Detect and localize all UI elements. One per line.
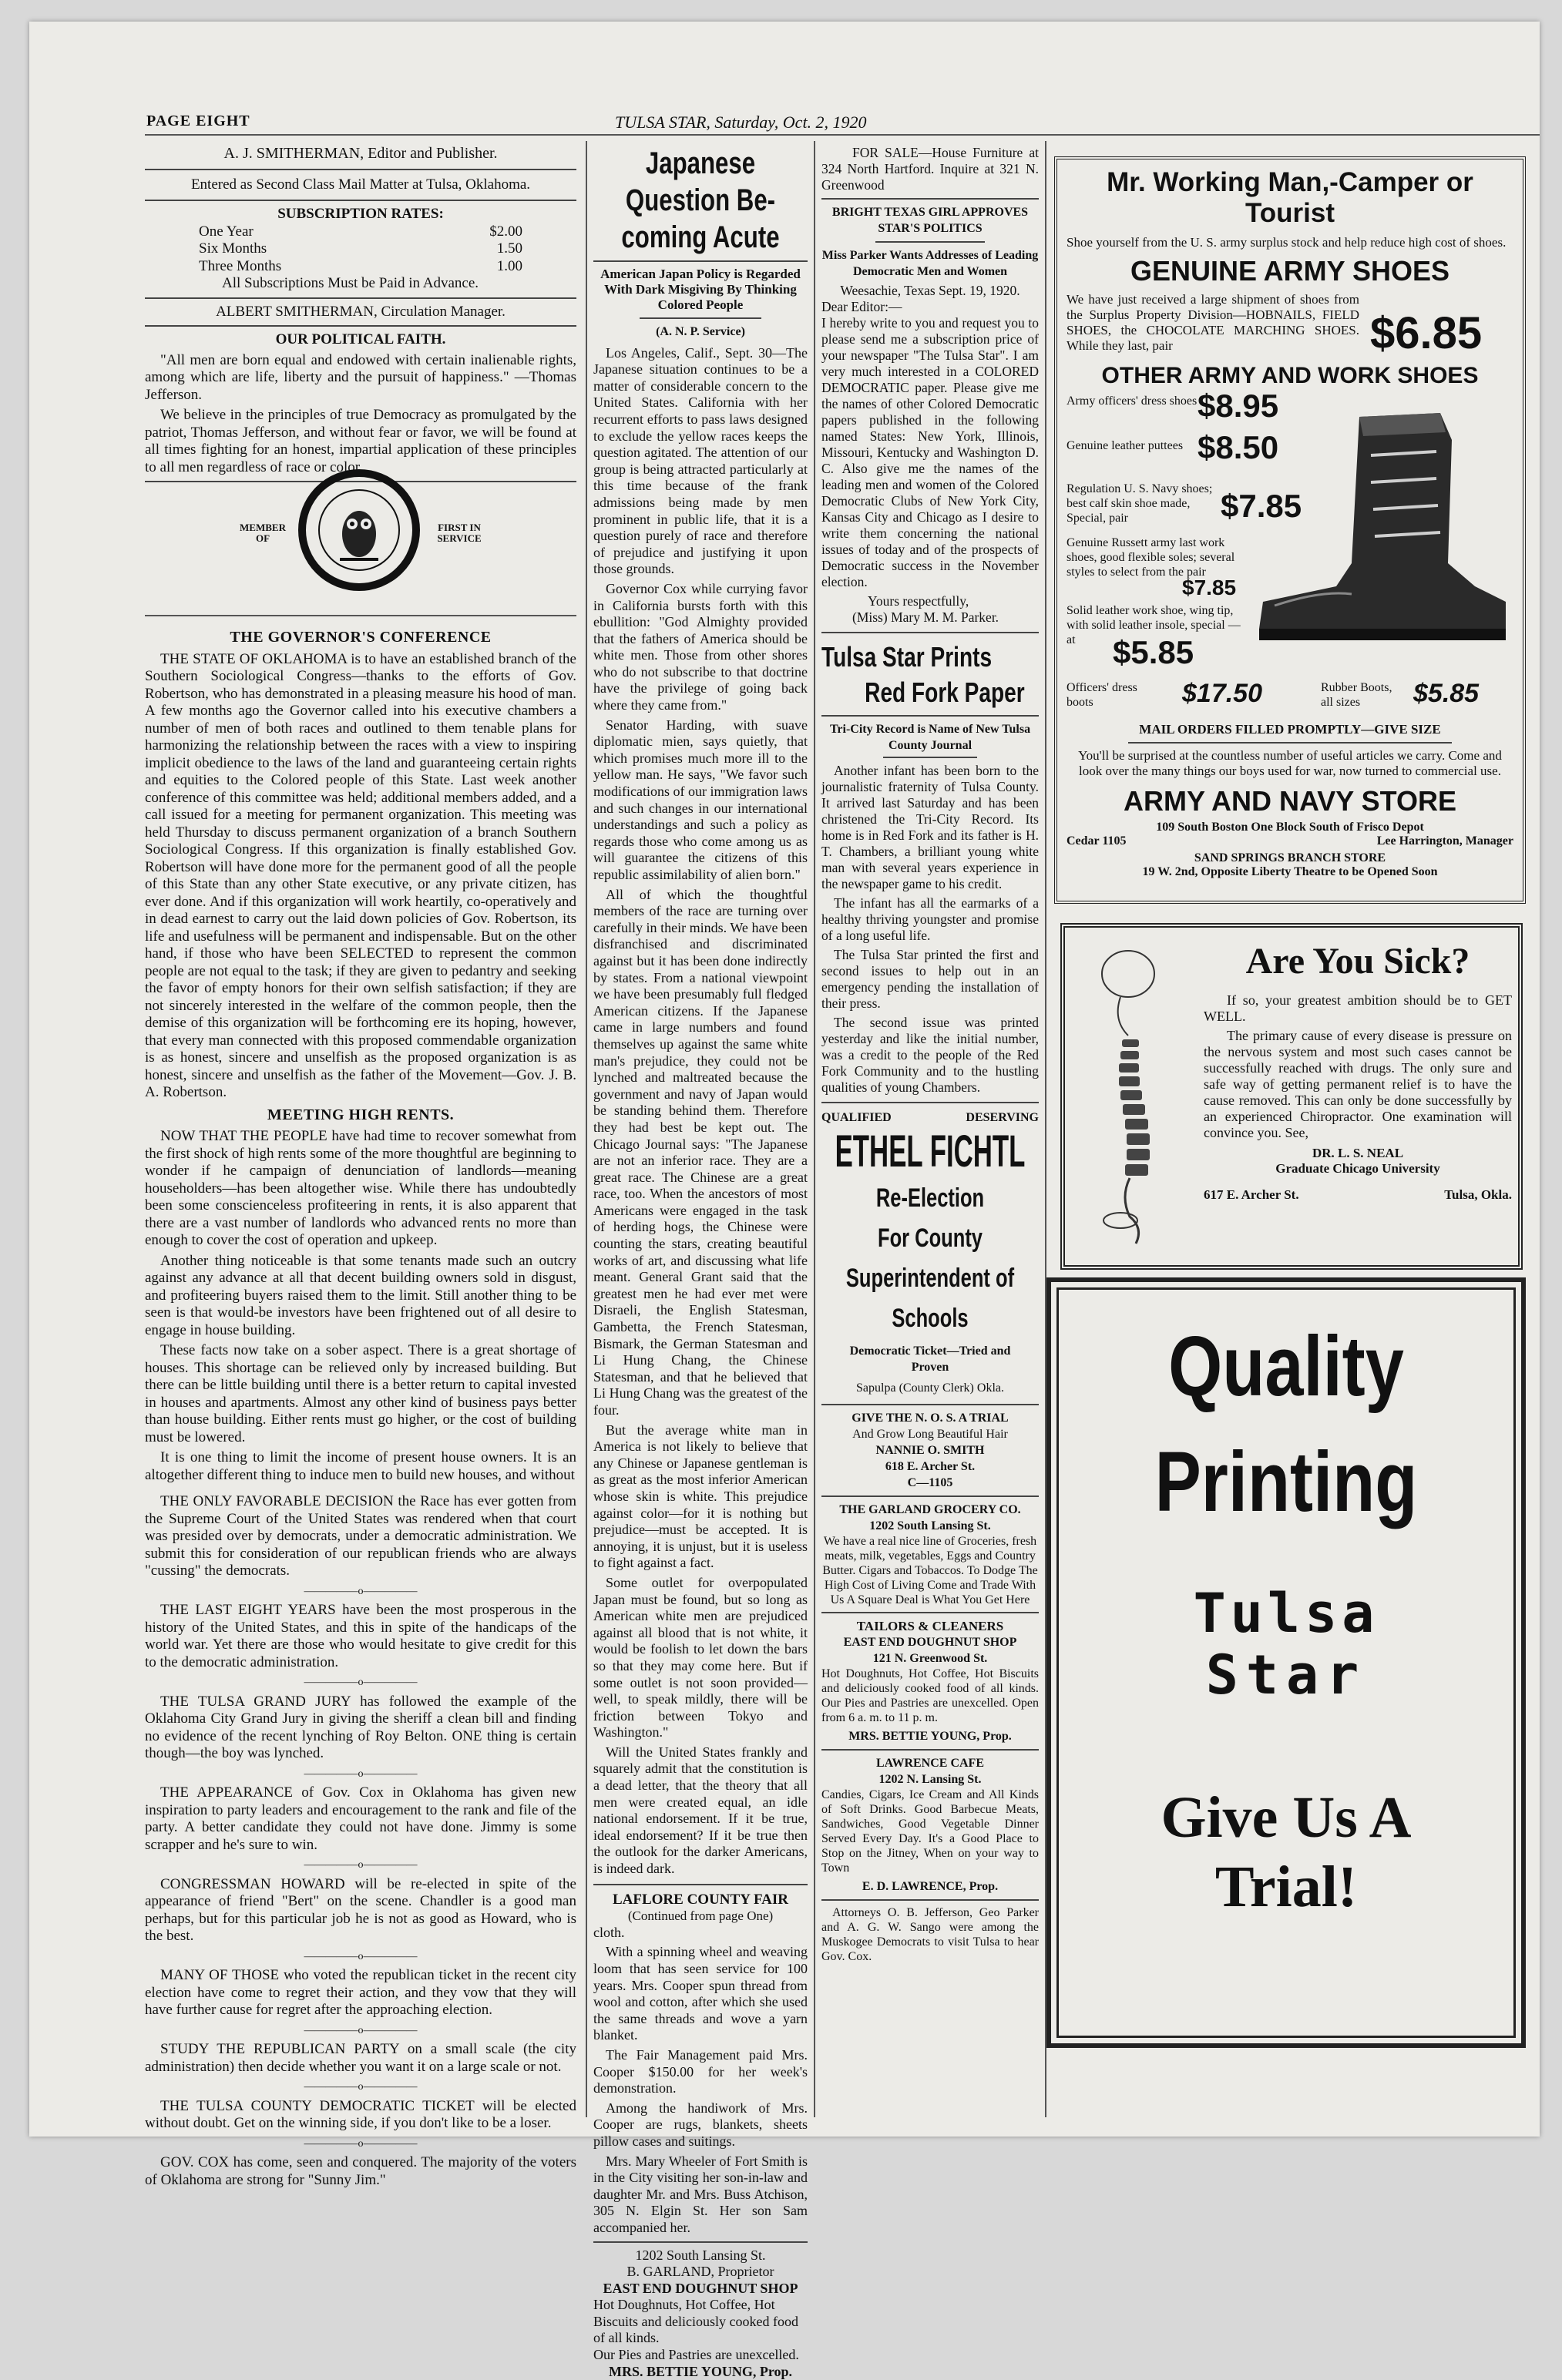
item-price: $8.95 <box>1198 388 1278 425</box>
dot-divider: —————o————— <box>145 2079 576 2096</box>
tailors-prop: MRS. BETTIE YOUNG, Prop. <box>821 1728 1039 1744</box>
divider <box>145 325 576 327</box>
governors-paragraph: THE STATE OF OKLAHOMA is to have an established branch of the Southern Sociological Congress—thanks to the efforts of Gov. Robertson, who has demonstrated in a pleasing measure his hood of man. A few months ago the Governor called into his executive chambers a number of men of both races and outlined to them tenable plans for harmonizing the relationship between the races with a view to inspiring implicit obedience to the laws of the land and guaranteeing certain rights and equities to the Colored people of this State. Last week another conference of this committee was held; additional members added, and a call issued for a meeting for permanent organization. This meeting was held Thursday to discuss permanent organization of a branch Southern Sociological Congress. If this organization is finally established Gov. Robertson will have done more for the permanent good of all the people of this State than any other State executive, or any private citizen, has ever done. And if this organization will work heartily, co-operatively and in dead earnest to carry out the laid down policies of Gov. Robertson, its life and usefulness will be permanent and indispensable. But on the other hand, if those who have been SELECTED to represent the common people are not equal to the task; if they are given to pedantry and seeking the favor of empty honors for their own selfish satisfaction; if they are not sincerely interested in the welfare of the common people, then the demise of this organization will be forthcoming ere its hoping, however, that every man connected with this proposed commendable organization is as honest, sincere and unselfish as the proposed organization is as honest, sincere and unselfish as the father of the Movement—Gov. J. B. A. Robertson. <box>145 651 576 1102</box>
tailors-line: EAST END DOUGHNUT SHOP <box>821 1634 1039 1650</box>
editorial-columns <box>145 626 576 2192</box>
tailors-line: TAILORS & CLEANERS <box>821 1618 1039 1634</box>
chiropractor-ad <box>1060 923 1523 1270</box>
dot-divider: —————o————— <box>145 2022 576 2040</box>
laflore-paragraph: With a spinning wheel and weaving loom that has seen service for 100 years. Mrs. Cooper spun thread from wool and cotton, after which she used the same threads and wove a yarn blanket. <box>593 1944 808 2044</box>
sick-city: Tulsa, Okla. <box>1444 1187 1512 1203</box>
divider <box>145 297 576 299</box>
ad-line: EAST END DOUGHNUT SHOP <box>593 2281 808 2298</box>
rates-note: All Subscriptions Must be Paid in Advance. <box>199 275 522 293</box>
army-intro: Shoe yourself from the U. S. army surplus stock and help reduce high cost of shoes. <box>1067 235 1513 250</box>
army-headline: Mr. Working Man,-Camper or Tourist <box>1067 167 1513 229</box>
divider <box>821 1495 1039 1497</box>
short-paragraph: THE TULSA COUNTY DEMOCRATIC TICKET will be elected without doubt. Get on the winning side, if you don't like to be a loser. <box>145 2098 576 2133</box>
texas-dateline: Weesachie, Texas Sept. 19, 1920. <box>821 283 1039 299</box>
rate-label: Six Months <box>199 240 267 258</box>
army-contact-row <box>1067 834 1513 848</box>
garland-address: 1202 South Lansing St. <box>821 1518 1039 1534</box>
rents-paragraph: NOW THAT THE PEOPLE have had time to recover somewhat from the first shock of high rents some of the more thoughtful are beginning to wonder if he campaign of denunciation of landlords—meaning householders—has been altogether wise. While there has undoubtedly been some conscienceless profiteering in rents, it is also apparent that there are a vast number of landlords who advanced rents no more than enough to cover the cost of operation and upkeep. <box>145 1128 576 1250</box>
garland-title: THE GARLAND GROCERY CO. <box>821 1502 1039 1518</box>
item-price: $7.85 <box>1221 488 1302 525</box>
redfork-paragraph: The Tulsa Star printed the first and second issues to help out in an emergency pending the installation of their press. <box>821 947 1039 1012</box>
japanese-headline <box>601 145 799 256</box>
short-paragraph: THE ONLY FAVORABLE DECISION the Race has ever gotten from the Supreme Court of the United States was rendered when that court was presided over by democrats, under a democratic administration. We submit this for consideration of our republican friends who are always "cussing" the democrats. <box>145 1493 576 1580</box>
divider <box>145 615 576 616</box>
printing-line: Tulsa <box>1060 1583 1512 1644</box>
divider <box>875 241 985 243</box>
sick-paragraph: If so, your greatest ambition should be to GET WELL. <box>1204 992 1512 1025</box>
sick-address-row <box>1204 1187 1512 1203</box>
texas-body: I hereby write to you and request you to please send me a subscription price of your newspaper "The Tulsa Star". I am very much interested in a COLORED DEMOCRATIC paper. Please give me the names of other Colored Democratic papers published in the following named States: New York, Illinois, Missouri, Kentucky and Washington D. C. Also give me the names of the leading men and women of the Colored Democratic Clubs of New York City, Kansas City and Chicago as I desire to write them concerning the national issues of today and of the prospects of Democratic success in the November election. <box>821 315 1039 590</box>
japanese-paragraph: But the average white man in America is not likely to believe that any Chinese or Japanese gentleman is as great as the most inferior American whose skin is white. This prejudice against color—for it is nothing but prejudice—must be accepted. It is annoying, it is unjust, but it is useless to fight against a fact. <box>593 1422 808 1572</box>
divider <box>821 1899 1039 1901</box>
army-store-name: ARMY AND NAVY STORE <box>1067 785 1513 817</box>
item-price: $8.50 <box>1198 429 1278 466</box>
dot-divider: —————o————— <box>145 1766 576 1784</box>
newspaper-page <box>29 22 1540 2137</box>
item-price: $7.85 <box>1182 576 1236 600</box>
army-genuine-row <box>1067 292 1513 357</box>
officers-price: $17.50 <box>1182 679 1262 709</box>
divider <box>593 1884 808 1885</box>
nosa-line: And Grow Long Beautiful Hair <box>821 1426 1039 1442</box>
army-branch-address: 19 W. 2nd, Opposite Liberty Theatre to be Opened Soon <box>1067 865 1513 879</box>
ethel-right: DESERVING <box>966 1109 1039 1126</box>
nosa-line: NANNIE O. SMITH <box>821 1442 1039 1459</box>
short-paragraph: THE APPEARANCE of Gov. Cox in Oklahoma has given new inspiration to party leaders and encouragement to the rank and file of the party. A better candidate they could not have done. Jimmy is some scrapper and he's sure to win. <box>145 1784 576 1854</box>
faith-paragraph: We believe in the principles of true Democracy as promulgated by the patriot, Thomas Jefferson, and without fear or favor, we will be found at all times fighting for an honest, impartial application of these principles to all men regardless of race or color. <box>145 407 576 476</box>
divider <box>821 1749 1039 1751</box>
tailors-line: 121 N. Greenwood St. <box>821 1650 1039 1667</box>
divider <box>883 757 977 758</box>
divider <box>821 632 1039 633</box>
paper-date: TULSA STAR, Saturday, Oct. 2, 1920 <box>615 112 867 133</box>
ad-line: 1202 South Lansing St. <box>593 2247 808 2264</box>
laflore-paragraph: cloth. <box>593 1925 808 1942</box>
sick-text <box>1204 940 1512 1203</box>
rate-label: Three Months <box>199 258 281 276</box>
rubber-price: $5.85 <box>1413 679 1479 709</box>
rate-row <box>199 223 522 241</box>
army-main-price: $6.85 <box>1370 311 1482 357</box>
japanese-source: (A. N. P. Service) <box>593 324 808 341</box>
short-paragraph: THE LAST EIGHT YEARS have been the most prosperous in the history of the United States, and this in spite of the handicaps of the world war. Yet there are those who would hesitate to give credit for this to the democratic administration. <box>145 1602 576 1671</box>
headline-line: Red Fork Paper <box>821 675 1038 710</box>
redfork-subhead: Tri-City Record is Name of New Tulsa County Journal <box>821 721 1039 754</box>
ethel-top-row <box>821 1109 1039 1126</box>
japanese-paragraph: Senator Harding, with suave diplomatic mien, says quietly, that which promises much more ill to the yellow man. He says, "We favor such modifications of our immigration laws and such changes in our international understandings and such a policy as regards those who come among us as will guarantee the citizens of this republic assimilability of alien born." <box>593 717 808 884</box>
laflore-continued: (Continued from page One) <box>593 1908 808 1925</box>
column-four <box>821 145 1039 1967</box>
masthead-rule <box>145 134 1540 136</box>
rents-paragraph: These facts now take on a sober aspect. There is a great shortage of houses. This shortage can be relieved only by increased building. But there can be little building until there is a better return to capital invested in houses and apartments. Almost any other kind of business pays better than house building. Either rents must go higher, or the cost of building must be lowered. <box>145 1342 576 1446</box>
ad-line: MRS. BETTIE YOUNG, Prop. <box>593 2364 808 2380</box>
rate-row <box>199 240 522 258</box>
redfork-paragraph: The infant has all the earmarks of a healthy thriving youngster and promise of a long useful life. <box>821 895 1039 944</box>
printing-line: Give Us A <box>1060 1783 1512 1852</box>
texas-salute: Dear Editor:— <box>821 299 1039 315</box>
laflore-paragraph: The Fair Management paid Mrs. Cooper $150.00 for her week's demonstration. <box>593 2047 808 2097</box>
lawrence-body: Candies, Cigars, Ice Cream and All Kinds of Soft Drinks. Good Barbecue Meats, Sandwiches, Good Vegetable Dinner Served Every Day. It's a Good Place to Stop on the Jitney, When on your way to Town <box>821 1788 1039 1875</box>
nosa-line: C—1105 <box>821 1475 1039 1491</box>
printing-ad <box>1046 1277 1526 2048</box>
rate-price: $2.00 <box>489 223 522 241</box>
army-phone: Cedar 1105 <box>1067 834 1126 848</box>
lawrence-address: 1202 N. Lansing St. <box>821 1771 1039 1788</box>
short-paragraph: STUDY THE REPUBLICAN PARTY on a small scale (the city administration) then decide whether you want it on a large scale or not. <box>145 2041 576 2076</box>
column-rule <box>586 141 587 2117</box>
army-genuine-text: We have just received a large shipment of shoes from the Surplus Property Division—HOBNAILS, FIELD SHOES, the CHOCOLATE MARCHING SHOES. While they last, pair <box>1067 292 1359 354</box>
rate-row <box>199 258 522 276</box>
emblem-left-text: MEMBER OF <box>236 522 290 544</box>
printing-line: Star <box>1060 1644 1512 1706</box>
short-paragraph: THE TULSA GRAND JURY has followed the example of the Oklahoma City Grand Jury in giving the sheriff a clean bill and finding no evidence of the recent lynching of Roy Belton. ONE thing is certain though—the boy was lynched. <box>145 1694 576 1763</box>
divider <box>821 1404 1039 1405</box>
lawrence-prop: E. D. LAWRENCE, Prop. <box>821 1878 1039 1895</box>
rate-price: 1.00 <box>497 258 522 276</box>
rents-paragraph: It is one thing to limit the income of present house owners. It is an altogether different thing to induce men to build new houses, and without <box>145 1449 576 1484</box>
dot-divider: —————o————— <box>145 1949 576 1966</box>
attorneys-note: Attorneys O. B. Jefferson, Geo Parker and A. G. W. Sango were among the Muskogee Democrats to visit Tulsa to hear Gov. Cox. <box>821 1905 1039 1964</box>
ethel-line: Schools <box>821 1298 1039 1338</box>
spine-figure-icon <box>1074 943 1190 1251</box>
japanese-paragraph: Governor Cox while currying favor in California bursts forth with this ebullition: "God Almighty provided that the fathers of America should be white men. Those from other shores who do not subscribe to that doctrine have the privilege of going back where they came from." <box>593 581 808 714</box>
page-label: PAGE EIGHT <box>146 112 250 130</box>
ethel-place: Sapulpa (County Clerk) Okla. <box>821 1380 1039 1396</box>
army-manager: Lee Harrington, Manager <box>1377 834 1513 848</box>
emblem-right-text: FIRST IN SERVICE <box>428 522 490 544</box>
ethel-line: For County <box>821 1218 1039 1258</box>
rents-paragraph: Another thing noticeable is that some tenants made such an outcry against any advance at all that decent building owners sold in disgust, and profiteering buyers raised them to the limit. Still another thing to be seen is that would-be investors have been frightened out of all desire to engage in house building. <box>145 1253 576 1340</box>
texas-sign: (Miss) Mary M. M. Parker. <box>821 609 1039 626</box>
tailors-body: Hot Doughnuts, Hot Coffee, Hot Biscuits and deliciously cooked food of all kinds. Our Pies and Pastries are unexcelled. Open from 6 a. m. to 11 p. m. <box>821 1667 1039 1725</box>
item-price: $5.85 <box>1113 634 1194 671</box>
ethel-line: Superintendent of <box>821 1258 1039 1298</box>
printing-line: Quality <box>1101 1321 1472 1413</box>
rubber-boots: Rubber Boots, all sizes <box>1321 680 1406 710</box>
texas-close: Yours respectfully, <box>821 593 1039 609</box>
japanese-paragraph: All of which the thoughtful members of the race are turning over carefully in their minds. We have been disfranchised and discriminated against but it has been done indirectly by states. From a national viewpoint we have been presumably full fledged American citizens. If the Japanese came in large numbers and found themselves up against the same white man's prejudice, they could not be lynched and maltreated because the government and navy of Japan would be standing behind them. Therefore they had best be kept out. The Chicago Journal says: "The Japanese are not an inferior race. They are a great race. The Chinese are a great race, too. When the ancestors of most Americans were engaged in the task of herding hogs, the Chinese were counting the stars, creating beautiful works of art, and discussing what life meant. General Grant said that the greatest men he had ever met were Disraeli, the English Statesman, Gambetta, the French Statesman, Bismark, the German Statesman and Li Hung Chang, the Chinese Statesman, and that he believed that Li Hung Chang was the greatest of the four. <box>593 887 808 1419</box>
army-items <box>1067 394 1513 717</box>
item-text: Regulation U. S. Navy shoes; best calf skin shoe made, Special, pair <box>1067 482 1221 525</box>
army-surprise: You'll be surprised at the countless number of useful articles we carry. Come and look over the many things our boys used for war, now turned to commercial use. <box>1067 748 1513 779</box>
sick-headline: Are You Sick? <box>1204 940 1512 983</box>
short-paragraph: GOV. COX has come, seen and conquered. The majority of the voters of Oklahoma are strong for "Sunny Jim." <box>145 2154 576 2189</box>
dot-divider: —————o————— <box>145 1674 576 1692</box>
divider <box>821 198 1039 200</box>
divider <box>1128 742 1452 744</box>
ethel-ticket: Democratic Ticket—Tried and Proven <box>837 1343 1023 1375</box>
headline-line: Tulsa Star Prints <box>821 639 1038 675</box>
owl-seal-icon <box>297 468 421 592</box>
divider <box>593 260 808 262</box>
laflore-title: LAFLORE COUNTY FAIR <box>593 1892 808 1908</box>
texas-subhead: Miss Parker Wants Addresses of Leading Democratic Men and Women <box>821 247 1039 280</box>
editor-line: A. J. SMITHERMAN, Editor and Publisher. <box>145 145 576 163</box>
dot-divider: —————o————— <box>145 2136 576 2153</box>
rate-price: 1.50 <box>497 240 522 258</box>
faith-paragraph: "All men are born equal and endowed with certain inalienable rights, among which are life, liberty and the pursuit of happiness." —Thomas Jefferson. <box>145 352 576 404</box>
divider <box>593 2241 808 2243</box>
doughnut-ad <box>593 2247 808 2380</box>
short-paragraph: MANY OF THOSE who voted the republican ticket in the recent city election have come to regret their action, and they vow that they will have further cause for regret after the approaching election. <box>145 1967 576 2019</box>
army-navy-ad <box>1054 156 1526 904</box>
sick-paragraph: The primary cause of every disease is pressure on the nervous system and most such cases cannot be successfully reached with drugs. The only sure and safe way of getting permanent relief is to have the cause removed. This can only be done successfully by an experienced Chiropractor. One examination will convince you. See, <box>1204 1028 1512 1141</box>
ethel-line: Re-Election <box>821 1178 1039 1218</box>
circulation-line: ALBERT SMITHERMAN, Circulation Manager. <box>145 304 576 321</box>
item-text: Solid leather work shoe, wing tip, with solid leather insole, special —at <box>1067 603 1244 647</box>
texas-title: BRIGHT TEXAS GIRL APPROVES STAR'S POLITICS <box>821 204 1039 237</box>
anp-emblem <box>236 468 490 599</box>
lawrence-title: LAWRENCE CAFE <box>821 1755 1039 1771</box>
dot-divider: —————o————— <box>145 1583 576 1601</box>
japanese-article <box>593 145 808 2380</box>
column-rule <box>814 141 815 2117</box>
ethel-name: ETHEL FICHTL <box>821 1126 1039 1178</box>
headline-line: coming Acute <box>601 219 799 256</box>
japanese-paragraph: Some outlet for overpopulated Japan must be found, but so long as American white men are prejudiced against all blood that is not white, it would be foolish to let down the bars so that they may come here. But if some outlet is not soon provided—well, to speak mildly, there will be friction between Tokyo and Washington." <box>593 1575 808 1741</box>
redfork-paragraph: The second issue was printed yesterday and like the initial number, was a credit to the people of the Red Fork Community and to the hustling qualities of young Chambers. <box>821 1015 1039 1096</box>
editorial-box <box>145 145 576 487</box>
army-genuine-title: GENUINE ARMY SHOES <box>1067 255 1513 287</box>
divider <box>640 317 761 319</box>
headline-line: Japanese Question Be- <box>601 145 799 219</box>
laflore-paragraph: Among the handiwork of Mrs. Cooper are rugs, blankets, sheets pillow cases and suitings. <box>593 2100 808 2150</box>
army-boot-icon <box>1244 409 1513 663</box>
nosa-line: GIVE THE N. O. S. A TRIAL <box>821 1410 1039 1426</box>
divider <box>145 169 576 170</box>
sick-address: 617 E. Archer St. <box>1204 1187 1299 1203</box>
army-branch: SAND SPRINGS BRANCH STORE <box>1067 851 1513 865</box>
faith-title: OUR POLITICAL FAITH. <box>145 331 576 349</box>
dot-divider: —————o————— <box>145 1857 576 1875</box>
mail-orders: MAIL ORDERS FILLED PROMPTLY—GIVE SIZE <box>1067 722 1513 737</box>
japanese-paragraph: Will the United States frankly and squarely admit that the constitution is a dead letter, that the theory that all men were created equal, an idle national endorsement. If it be true, ideal endorsement? If it be true then the outlook for the darker Americans, is indeed dark. <box>593 1744 808 1878</box>
ethel-lines <box>821 1178 1039 1338</box>
entered-line: Entered as Second Class Mail Matter at Tulsa, Oklahoma. <box>145 176 576 194</box>
item-text: Army officers' dress shoes <box>1067 394 1198 408</box>
ethel-left: QUALIFIED <box>821 1109 892 1126</box>
for-sale-notice: FOR SALE—House Furniture at 324 North Hartford. Inquire at 321 N. Greenwood <box>821 145 1039 193</box>
sick-school: Graduate Chicago University <box>1204 1161 1512 1177</box>
governors-title: THE GOVERNOR'S CONFERENCE <box>145 629 576 646</box>
divider <box>821 1612 1039 1613</box>
army-address: 109 South Boston One Block South of Frisco Depot <box>1067 821 1513 834</box>
divider <box>821 715 1039 717</box>
rate-label: One Year <box>199 223 254 241</box>
officers-boots: Officers' dress boots <box>1067 680 1140 710</box>
redfork-headline <box>821 639 1038 710</box>
printing-line: Trial! <box>1060 1852 1512 1922</box>
ad-line: Our Pies and Pastries are unexcelled. <box>593 2347 808 2364</box>
laflore-paragraph: Mrs. Mary Wheeler of Fort Smith is in the City visiting her son-in-law and daughter Mr. and Mrs. Buss Atchison, 305 N. Elgin St. Her son Sam accompanied her. <box>593 2153 808 2237</box>
garland-body: We have a real nice line of Groceries, fresh meats, milk, vegetables, Eggs and Country Butter. Cigars and Tobaccos. To Dodge The High Cost of Living Come and Trade With Us A Square Deal is What You Get Here <box>821 1534 1039 1607</box>
divider <box>145 200 576 201</box>
redfork-paragraph: Another infant has been born to the journalistic fraternity of Tulsa County. It arrived last Saturday and has been christened the Tri-City Record. Its home is in Red Fork and its father is H. T. Chambers, a brilliant young white man with several years experience in the newspaper game to his credit. <box>821 763 1039 892</box>
army-other-title: OTHER ARMY AND WORK SHOES <box>1067 363 1513 389</box>
ad-line: B. GARLAND, Proprietor <box>593 2264 808 2281</box>
japanese-paragraph: Los Angeles, Calif., Sept. 30—The Japanese situation continues to be a matter of considerable concern to the United States. California with her recurrent efforts to pass laws designed to exclude the yellow races keeps the question agitated. The attention of our group is being attracted particularly at this time because of the frank admissions being made by men prominent in public life, that it is a question purely of race and therefore of prejudice and justifying it upon those grounds. <box>593 345 808 578</box>
nosa-line: 618 E. Archer St. <box>821 1459 1039 1475</box>
item-text: Genuine leather puttees <box>1067 438 1198 453</box>
sick-doctor: DR. L. S. NEAL <box>1204 1146 1512 1161</box>
item-text: Genuine Russett army last work shoes, good flexible soles; several styles to select from the pair <box>1067 535 1244 579</box>
short-paragraph: CONGRESSMAN HOWARD will be re-elected in spite of the appearance of friend "Bert" on the scene. Chandler is a good man perhaps, but for this particular job he is not as good as Howard, who is the best. <box>145 1876 576 1945</box>
printing-line: Printing <box>1101 1436 1472 1529</box>
japanese-subhead: American Japan Policy is Regarded With Dark Misgiving By Thinking Colored People <box>593 267 808 313</box>
ad-line: Hot Doughnuts, Hot Coffee, Hot Biscuits and deliciously cooked food of all kinds. <box>593 2297 808 2347</box>
rents-title: MEETING HIGH RENTS. <box>145 1106 576 1124</box>
divider <box>821 1102 1039 1103</box>
rates-title: SUBSCRIPTION RATES: <box>145 206 576 223</box>
